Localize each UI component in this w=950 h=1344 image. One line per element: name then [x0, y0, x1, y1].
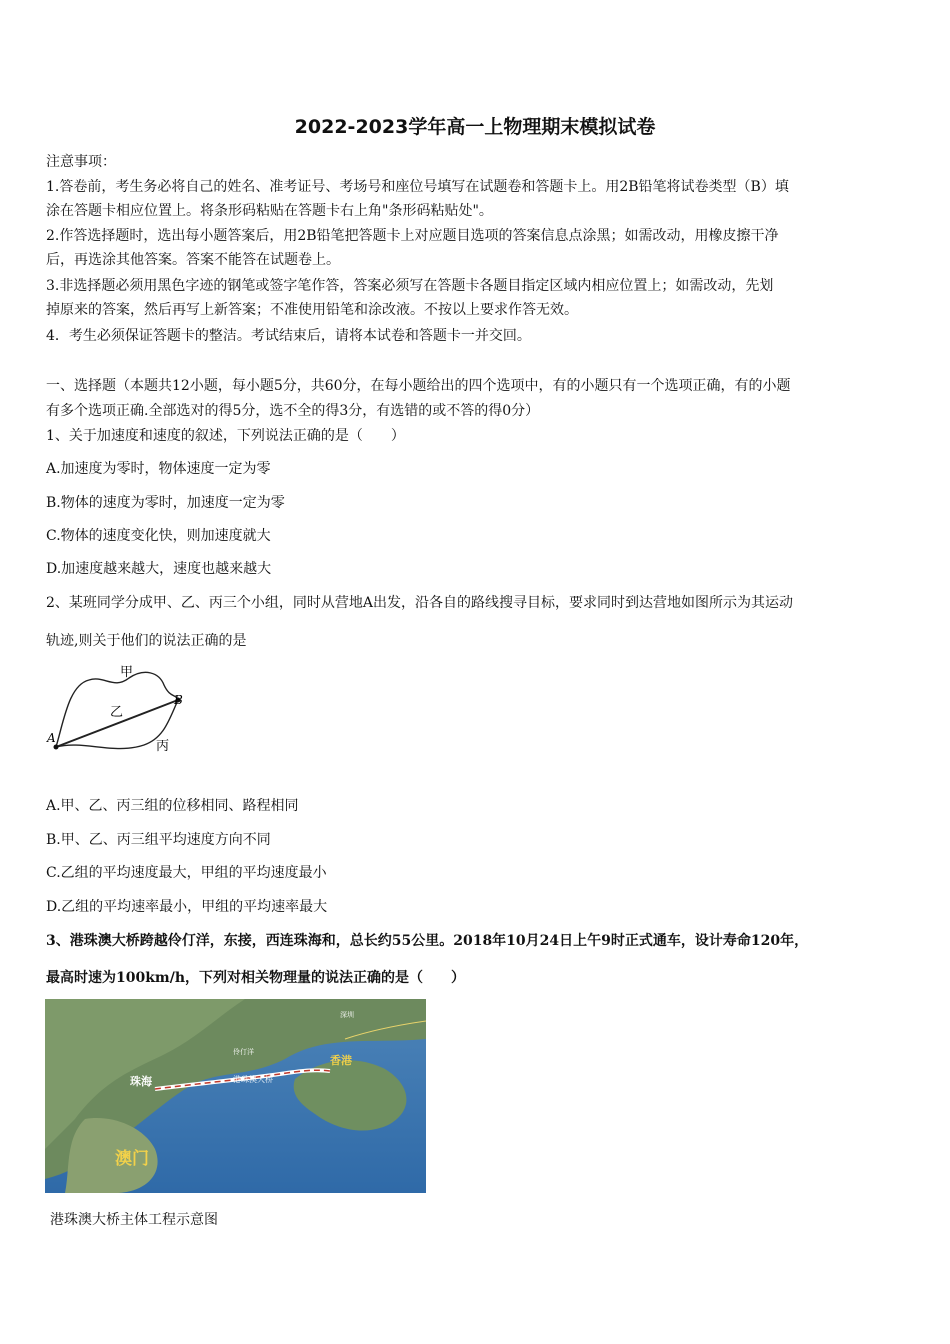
section-heading: 一、选择题（本题共12小题，每小题5分，共60分，在每小题给出的四个选项中，有的小题只有一个选项正确，有的小题 [46, 378, 791, 394]
figure-caption: 港珠澳大桥主体工程示意图 [50, 1212, 218, 1228]
notice-line: 后，再选涂其他答案。答案不能答在试题卷上。 [46, 252, 340, 268]
label-jia: 甲 [120, 665, 134, 680]
page-title: 2022-2023学年高一上物理期末模拟试卷 [294, 116, 656, 138]
question-3-stem: 3、港珠澳大桥跨越伶仃洋，东接，西连珠海和，总长约55公里。2018年10月24日上午9时正式通车，设计寿命120年， [46, 933, 809, 949]
label-bing: 丙 [156, 739, 170, 754]
question-1-option-d: D.加速度越来越大，速度也越来越大 [46, 561, 272, 577]
question-2-option-a: A.甲、乙、丙三组的位移相同、路程相同 [46, 798, 299, 814]
map-label-shenzhen: 深圳 [340, 1011, 354, 1019]
notice-line: 1.答卷前，考生务必将自己的姓名、准考证号、考场号和座位号填写在试题卷和答题卡上。用2B铅笔将试卷类型（B）填 [46, 179, 789, 195]
map-label-macau: 澳门 [115, 1149, 149, 1169]
section-heading: 有多个选项正确.全部选对的得5分，选不全的得3分，有选错的或不答的得0分） [46, 403, 540, 419]
question-1-option-c: C.物体的速度变化快，则加速度就大 [46, 528, 271, 544]
map-label-zhuhai: 珠海 [130, 1075, 152, 1088]
label-yi: 乙 [110, 705, 124, 720]
question-2-option-d: D.乙组的平均速率最小，甲组的平均速率最大 [46, 899, 328, 915]
label-b: B [174, 693, 183, 707]
question-2-stem: 2、某班同学分成甲、乙、丙三个小组，同时从营地A出发，沿各自的路线搜寻目标，要求同时到达营地如图所示为其运动 [46, 595, 794, 611]
map-label-hongkong: 香港 [330, 1054, 352, 1067]
notice-line: 4．考生必须保证答题卡的整洁。考试结束后，请将本试卷和答题卡一并交回。 [46, 328, 531, 344]
notice-line: 3.非选择题必须用黑色字迹的钢笔或签字笔作答，答案必须写在答题卡各题目指定区域内相应位置上；如需改动，先划 [46, 278, 774, 294]
notice-line: 2.作答选择题时，选出每小题答案后，用2B铅笔把答题卡上对应题目选项的答案信息点涂黑；如需改动，用橡皮擦干净 [46, 228, 779, 244]
map-label-lingding: 伶仃洋 [233, 1048, 254, 1056]
question-2-option-c: C.乙组的平均速度最大，甲组的平均速度最小 [46, 865, 327, 881]
question-3-stem: 最高时速为100km/h，下列对相关物理量的说法正确的是（ ） [46, 970, 466, 986]
trajectory-figure [44, 660, 194, 760]
question-1-option-b: B.物体的速度为零时，加速度一定为零 [46, 495, 285, 511]
question-2-stem: 轨迹,则关于他们的说法正确的是 [46, 633, 247, 649]
point-a [54, 745, 59, 750]
map-label-bridge: 港珠澳大桥 [233, 1075, 273, 1084]
bridge-map-image [45, 999, 426, 1193]
question-1-option-a: A.加速度为零时，物体速度一定为零 [46, 461, 271, 477]
label-a: A [47, 731, 56, 745]
notice-line: 涂在答题卡相应位置上。将条形码粘贴在答题卡右上角"条形码粘贴处"。 [46, 203, 493, 219]
notice-heading: 注意事项： [46, 154, 116, 170]
notice-line: 掉原来的答案，然后再写上新答案；不准使用铅笔和涂改液。不按以上要求作答无效。 [46, 302, 578, 318]
question-2-option-b: B.甲、乙、丙三组平均速度方向不同 [46, 832, 271, 848]
question-1-stem: 1、关于加速度和速度的叙述，下列说法正确的是（ ） [46, 428, 405, 444]
